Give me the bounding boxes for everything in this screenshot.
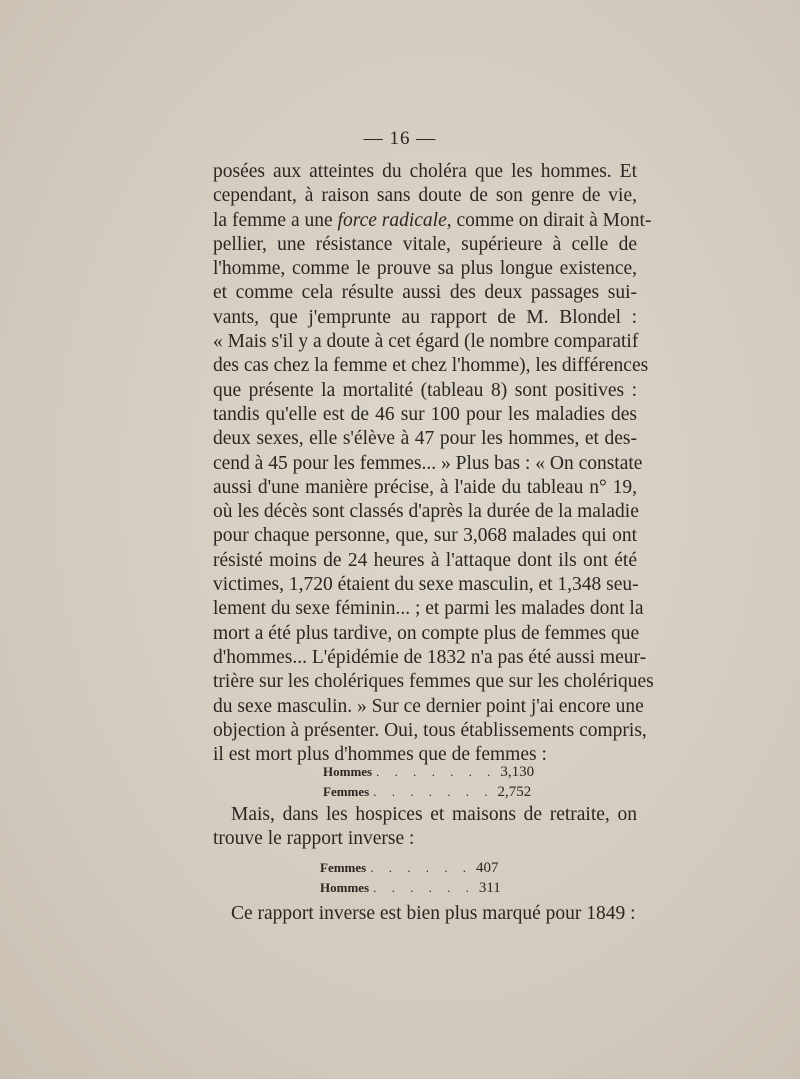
row-label: Hommes <box>323 764 373 779</box>
paragraph-3 <box>213 902 637 926</box>
row-label: Femmes <box>323 784 370 799</box>
text-line: tandis qu'elle est de 46 sur 100 pour les maladies des <box>213 403 637 425</box>
row-label: Femmes <box>320 860 367 875</box>
italic-phrase: force radicale <box>337 209 447 231</box>
text-line: d'hommes... L'épidémie de 1832 n'a pas été aussi meur- <box>213 646 647 668</box>
text-line: aussi d'une manière précise, à l'aide du tableau n° 19, <box>213 476 637 498</box>
text-line: que présente la mortalité (tableau 8) sont positives : <box>213 379 637 401</box>
table-row <box>320 878 501 898</box>
leader-dots: . . . . . . . <box>376 764 497 779</box>
text-line: Mais, dans les hospices et maisons de retraite, on <box>231 804 637 825</box>
text-line: pellier, une résistance vitale, supérieure à celle de <box>213 233 637 255</box>
text-line: cependant, à raison sans doute de son genre de vie, <box>213 185 637 207</box>
text-line: où les décès sont classés d'après la durée de la maladie <box>213 501 639 523</box>
deaths-table-hospices <box>320 858 501 898</box>
text-fragment: la femme a une <box>213 209 338 231</box>
text-line: lement du sexe féminin... ; et parmi les malades dont la <box>213 598 644 620</box>
text-line: pour chaque personne, que, sur 3,068 malades qui ont <box>213 525 637 547</box>
text-line: des cas chez la femme et chez l'homme), les différences <box>213 355 649 377</box>
page-number: — 16 — <box>363 128 437 149</box>
text-line: Ce rapport inverse est bien plus marqué pour 1849 : <box>231 903 636 924</box>
paragraph-1 <box>213 160 654 767</box>
paragraph-2 <box>213 803 637 852</box>
text-line: vants, que j'emprunte au rapport de M. Blondel : <box>213 306 637 328</box>
row-value: 2,752 <box>497 784 532 800</box>
table-row <box>323 782 534 802</box>
text-line: victimes, 1,720 étaient du sexe masculin, et 1,348 seu- <box>213 574 639 596</box>
text-line: objection à présenter. Oui, tous établissements compris, <box>213 719 647 741</box>
text-line: « Mais s'il y a doute à cet égard (le nombre comparatif <box>213 331 639 353</box>
text-line: il est mort plus d'hommes que de femmes : <box>213 744 547 766</box>
text-line: l'homme, comme le prouve sa plus longue existence, <box>213 258 637 280</box>
text-line <box>213 209 652 233</box>
row-label: Hommes <box>320 880 370 895</box>
text-line: deux sexes, elle s'élève à 47 pour les hommes, et des- <box>213 428 637 450</box>
text-line: trouve le rapport inverse : <box>213 828 415 850</box>
text-line: cend à 45 pour les femmes... » Plus bas : « On constate <box>213 452 643 474</box>
leader-dots: . . . . . . <box>373 880 475 895</box>
row-value: 311 <box>478 880 501 896</box>
text-line: et comme cela résulte aussi des deux passages sui- <box>213 282 637 304</box>
text-fragment: , comme on dirait à Mont- <box>446 209 652 231</box>
text-line: posées aux atteintes du choléra que les hommes. Et <box>213 161 637 182</box>
row-value: 3,130 <box>500 764 535 780</box>
text-line: trière sur les cholériques femmes que sur les cholériques <box>213 671 654 693</box>
row-value: 407 <box>475 860 499 876</box>
deaths-table-all <box>323 762 534 802</box>
table-row <box>320 858 501 878</box>
table-row <box>323 762 534 782</box>
text-line: mort a été plus tardive, on compte plus de femmes que <box>213 622 640 644</box>
text-line: du sexe masculin. » Sur ce dernier point j'ai encore une <box>213 695 644 717</box>
leader-dots: . . . . . . <box>370 860 472 875</box>
leader-dots: . . . . . . . <box>373 784 494 799</box>
text-line: résisté moins de 24 heures à l'attaque dont ils ont été <box>213 549 637 571</box>
